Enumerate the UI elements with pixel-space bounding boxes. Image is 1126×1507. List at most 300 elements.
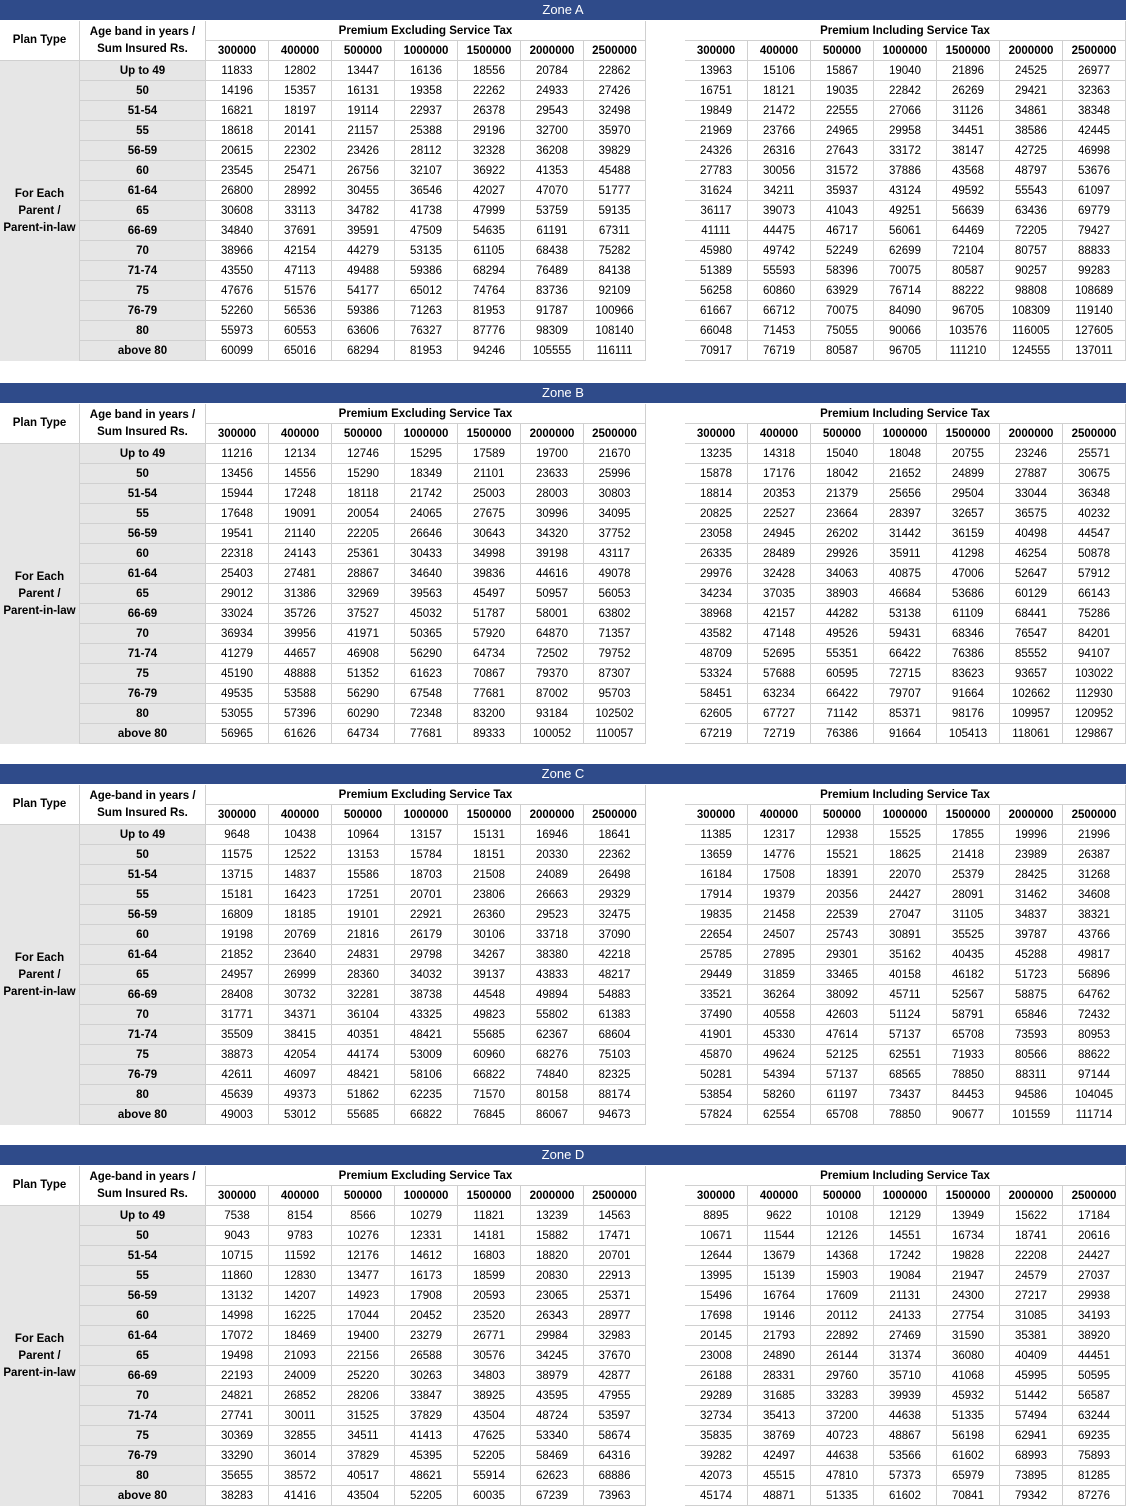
premium-incl-cell: 42603 — [811, 1005, 874, 1025]
sum-insured-header: 500000 — [811, 424, 874, 444]
premium-incl-cell: 66143 — [1063, 584, 1126, 604]
premium-incl-cell: 57688 — [748, 664, 811, 684]
sum-insured-header: 500000 — [811, 805, 874, 825]
premium-incl-cell: 21896 — [937, 61, 1000, 81]
premium-incl-cell: 16764 — [748, 1286, 811, 1306]
premium-incl-cell: 30675 — [1063, 464, 1126, 484]
premium-excl-cell: 26646 — [395, 524, 458, 544]
premium-incl-cell: 60595 — [811, 664, 874, 684]
premium-incl-cell: 50878 — [1063, 544, 1126, 564]
zone-section — [0, 1145, 1126, 1507]
premium-excl-cell: 18641 — [584, 825, 646, 845]
premium-excl-cell: 25388 — [395, 121, 458, 141]
premium-incl-cell: 99283 — [1063, 261, 1126, 281]
sum-insured-header: 1500000 — [458, 805, 521, 825]
premium-incl-cell: 21969 — [685, 121, 748, 141]
premium-excl-cell: 30803 — [584, 484, 646, 504]
zone-title: Zone B — [0, 383, 1126, 403]
premium-excl-cell: 57396 — [269, 704, 332, 724]
premium-incl-cell: 46254 — [1000, 544, 1063, 564]
premium-incl-cell: 90257 — [1000, 261, 1063, 281]
age-band-header-line2: Sum Insured Rs. — [97, 425, 188, 438]
premium-excl-cell: 37670 — [584, 1346, 646, 1366]
premium-excl-cell: 65012 — [395, 281, 458, 301]
premium-incl-cell: 52249 — [811, 241, 874, 261]
premium-incl-cell: 44475 — [748, 221, 811, 241]
premium-excl-cell: 39198 — [521, 544, 584, 564]
premium-excl-cell: 44657 — [269, 644, 332, 664]
premium-excl-cell: 20141 — [269, 121, 332, 141]
premium-excl-cell: 49535 — [206, 684, 269, 704]
premium-incl-cell: 101559 — [1000, 1105, 1063, 1125]
premium-incl-cell: 15525 — [874, 825, 937, 845]
premium-excl-cell: 45190 — [206, 664, 269, 684]
premium-excl-cell: 44174 — [332, 1045, 395, 1065]
premium-excl-cell: 18820 — [521, 1246, 584, 1266]
premium-excl-cell: 60035 — [458, 1486, 521, 1506]
premium-incl-cell: 24899 — [937, 464, 1000, 484]
premium-excl-cell: 35655 — [206, 1466, 269, 1486]
premium-excl-cell: 47113 — [269, 261, 332, 281]
premium-incl-cell: 12938 — [811, 825, 874, 845]
premium-incl-cell: 70841 — [937, 1486, 1000, 1506]
premium-excl-cell: 43833 — [521, 965, 584, 985]
sum-insured-header: 1500000 — [937, 805, 1000, 825]
premium-incl-cell: 51389 — [685, 261, 748, 281]
premium-incl-cell: 53676 — [1063, 161, 1126, 181]
premium-excl-cell: 71357 — [584, 624, 646, 644]
premium-excl-cell: 15290 — [332, 464, 395, 484]
premium-incl-cell: 47614 — [811, 1025, 874, 1045]
sum-insured-header: 1000000 — [874, 424, 937, 444]
premium-excl-cell: 47070 — [521, 181, 584, 201]
premium-incl-cell: 39787 — [1000, 925, 1063, 945]
premium-incl-cell: 80566 — [1000, 1045, 1063, 1065]
premium-excl-cell: 36546 — [395, 181, 458, 201]
premium-excl-cell: 10438 — [269, 825, 332, 845]
premium-incl-cell: 67727 — [748, 704, 811, 724]
premium-incl-cell: 18391 — [811, 865, 874, 885]
premium-excl-cell: 22193 — [206, 1366, 269, 1386]
premium-excl-cell: 28408 — [206, 985, 269, 1005]
premium-excl-cell: 37829 — [332, 1446, 395, 1466]
premium-excl-cell: 32700 — [521, 121, 584, 141]
premium-excl-cell: 17908 — [395, 1286, 458, 1306]
premium-excl-cell: 15181 — [206, 885, 269, 905]
premium-incl-cell: 24427 — [1063, 1246, 1126, 1266]
premium-excl-cell: 33718 — [521, 925, 584, 945]
premium-incl-cell: 112930 — [1063, 684, 1126, 704]
premium-incl-cell: 19849 — [685, 101, 748, 121]
premium-incl-cell: 45330 — [748, 1025, 811, 1045]
premium-incl-cell: 48871 — [748, 1486, 811, 1506]
age-band-cell: 60 — [80, 544, 206, 564]
premium-incl-cell: 48867 — [874, 1426, 937, 1446]
premium-excl-cell: 28977 — [584, 1306, 646, 1326]
premium-incl-cell: 29976 — [685, 564, 748, 584]
sum-insured-header: 2000000 — [1000, 1186, 1063, 1206]
premium-incl-cell: 58260 — [748, 1085, 811, 1105]
premium-excl-cell: 30608 — [206, 201, 269, 221]
premium-excl-cell: 50365 — [395, 624, 458, 644]
premium-excl-cell: 62367 — [521, 1025, 584, 1045]
premium-excl-cell: 30433 — [395, 544, 458, 564]
premium-incl-cell: 58451 — [685, 684, 748, 704]
premium-excl-cell: 66822 — [395, 1105, 458, 1125]
premium-incl-cell: 53854 — [685, 1085, 748, 1105]
premium-incl-cell: 56258 — [685, 281, 748, 301]
premium-incl-cell: 40232 — [1063, 504, 1126, 524]
premium-excl-cell: 22156 — [332, 1346, 395, 1366]
premium-incl-cell: 45980 — [685, 241, 748, 261]
premium-excl-cell: 12176 — [332, 1246, 395, 1266]
premium-incl-cell: 90677 — [937, 1105, 1000, 1125]
premium-incl-cell: 62605 — [685, 704, 748, 724]
premium-incl-cell: 65708 — [937, 1025, 1000, 1045]
sum-insured-header: 1500000 — [458, 1186, 521, 1206]
sum-insured-header: 400000 — [748, 1186, 811, 1206]
premium-excl-cell: 25996 — [584, 464, 646, 484]
excl-tax-header: Premium Excluding Service Tax — [206, 21, 646, 41]
premium-excl-cell: 13239 — [521, 1206, 584, 1226]
premium-incl-cell: 19835 — [685, 905, 748, 925]
premium-excl-cell: 56053 — [584, 584, 646, 604]
premium-excl-cell: 25361 — [332, 544, 395, 564]
premium-incl-cell: 31085 — [1000, 1306, 1063, 1326]
premium-excl-cell: 19101 — [332, 905, 395, 925]
premium-excl-cell: 67239 — [521, 1486, 584, 1506]
premium-incl-cell: 35710 — [874, 1366, 937, 1386]
premium-incl-cell: 22842 — [874, 81, 937, 101]
premium-incl-cell: 98176 — [937, 704, 1000, 724]
premium-excl-cell: 13456 — [206, 464, 269, 484]
premium-incl-cell: 85552 — [1000, 644, 1063, 664]
premium-incl-cell: 57494 — [1000, 1406, 1063, 1426]
premium-excl-cell: 18185 — [269, 905, 332, 925]
premium-incl-cell: 88833 — [1063, 241, 1126, 261]
premium-excl-cell: 46097 — [269, 1065, 332, 1085]
age-band-header — [80, 404, 206, 444]
age-band-cell: above 80 — [80, 341, 206, 361]
premium-incl-cell: 37200 — [811, 1406, 874, 1426]
premium-incl-cell: 76547 — [1000, 624, 1063, 644]
premium-incl-cell: 73593 — [1000, 1025, 1063, 1045]
premium-incl-cell: 61602 — [937, 1446, 1000, 1466]
premium-excl-cell: 42054 — [269, 1045, 332, 1065]
premium-excl-cell: 54635 — [458, 221, 521, 241]
premium-excl-cell: 17072 — [206, 1326, 269, 1346]
premium-incl-cell: 22539 — [811, 905, 874, 925]
zone-section — [0, 0, 1126, 362]
premium-excl-cell: 21508 — [458, 865, 521, 885]
plan-type-header: Plan Type — [0, 404, 80, 444]
premium-incl-cell: 12317 — [748, 825, 811, 845]
premium-incl-cell: 68993 — [1000, 1446, 1063, 1466]
premium-incl-cell: 63929 — [811, 281, 874, 301]
premium-incl-cell: 51335 — [811, 1486, 874, 1506]
premium-excl-cell: 55802 — [521, 1005, 584, 1025]
premium-incl-cell: 22527 — [748, 504, 811, 524]
premium-excl-cell: 73963 — [584, 1486, 646, 1506]
premium-incl-cell: 40875 — [874, 564, 937, 584]
age-band-cell: 56-59 — [80, 1286, 206, 1306]
age-band-cell: 55 — [80, 885, 206, 905]
premium-excl-cell: 10964 — [332, 825, 395, 845]
premium-excl-cell: 58674 — [584, 1426, 646, 1446]
premium-excl-cell: 30369 — [206, 1426, 269, 1446]
premium-excl-cell: 52205 — [395, 1486, 458, 1506]
premium-excl-cell: 47955 — [584, 1386, 646, 1406]
plan-type-header: Plan Type — [0, 21, 80, 61]
premium-incl-cell: 19379 — [748, 885, 811, 905]
premium-excl-cell: 53588 — [269, 684, 332, 704]
premium-incl-cell: 58396 — [811, 261, 874, 281]
premium-incl-cell: 49251 — [874, 201, 937, 221]
premium-incl-cell: 32363 — [1063, 81, 1126, 101]
premium-excl-cell: 16423 — [269, 885, 332, 905]
premium-excl-cell: 36104 — [332, 1005, 395, 1025]
premium-incl-cell: 28331 — [748, 1366, 811, 1386]
premium-incl-cell: 24965 — [811, 121, 874, 141]
premium-excl-cell: 56536 — [269, 301, 332, 321]
premium-excl-cell: 31525 — [332, 1406, 395, 1426]
premium-excl-cell: 11833 — [206, 61, 269, 81]
age-band-cell: 60 — [80, 925, 206, 945]
premium-incl-cell: 49817 — [1063, 945, 1126, 965]
premium-excl-cell: 22262 — [458, 81, 521, 101]
premium-excl-cell: 83200 — [458, 704, 521, 724]
premium-excl-cell: 11592 — [269, 1246, 332, 1266]
premium-incl-cell: 47006 — [937, 564, 1000, 584]
premium-incl-cell: 127605 — [1063, 321, 1126, 341]
premium-excl-cell: 42154 — [269, 241, 332, 261]
premium-incl-cell: 93657 — [1000, 664, 1063, 684]
age-band-cell: 51-54 — [80, 484, 206, 504]
sum-insured-header: 300000 — [685, 805, 748, 825]
premium-incl-cell: 26316 — [748, 141, 811, 161]
premium-incl-cell: 56061 — [874, 221, 937, 241]
premium-incl-cell: 52567 — [937, 985, 1000, 1005]
premium-incl-cell: 94586 — [1000, 1085, 1063, 1105]
plan-type-cell: For Each Parent / Parent-in-law — [0, 444, 80, 744]
premium-excl-cell: 14612 — [395, 1246, 458, 1266]
premium-excl-cell: 27675 — [458, 504, 521, 524]
premium-excl-cell: 33024 — [206, 604, 269, 624]
premium-incl-cell: 35413 — [748, 1406, 811, 1426]
premium-incl-cell: 36575 — [1000, 504, 1063, 524]
premium-excl-cell: 20701 — [395, 885, 458, 905]
premium-excl-cell: 27741 — [206, 1406, 269, 1426]
premium-excl-cell: 53340 — [521, 1426, 584, 1446]
premium-incl-cell: 34193 — [1063, 1306, 1126, 1326]
premium-excl-cell: 62623 — [521, 1466, 584, 1486]
premium-excl-cell: 19198 — [206, 925, 269, 945]
premium-incl-cell: 26144 — [811, 1346, 874, 1366]
premium-excl-cell: 16225 — [269, 1306, 332, 1326]
premium-excl-cell: 28206 — [332, 1386, 395, 1406]
premium-excl-cell: 23806 — [458, 885, 521, 905]
premium-excl-cell: 16173 — [395, 1266, 458, 1286]
premium-excl-cell: 61623 — [395, 664, 458, 684]
premium-incl-cell: 44638 — [811, 1446, 874, 1466]
sum-insured-header: 1000000 — [874, 805, 937, 825]
sum-insured-header: 400000 — [269, 424, 332, 444]
premium-excl-cell: 20330 — [521, 845, 584, 865]
premium-excl-cell: 15784 — [395, 845, 458, 865]
premium-excl-cell: 89333 — [458, 724, 521, 744]
premium-excl-cell: 24933 — [521, 81, 584, 101]
premium-incl-cell: 87276 — [1063, 1486, 1126, 1506]
premium-incl-cell: 62551 — [874, 1045, 937, 1065]
premium-excl-cell: 22302 — [269, 141, 332, 161]
premium-incl-cell: 42497 — [748, 1446, 811, 1466]
premium-excl-cell: 45032 — [395, 604, 458, 624]
premium-excl-cell: 26179 — [395, 925, 458, 945]
premium-incl-cell: 103022 — [1063, 664, 1126, 684]
premium-incl-cell: 17176 — [748, 464, 811, 484]
premium-incl-cell: 11544 — [748, 1226, 811, 1246]
premium-incl-cell: 65979 — [937, 1466, 1000, 1486]
premium-excl-cell: 28003 — [521, 484, 584, 504]
premium-incl-cell: 56639 — [937, 201, 1000, 221]
premium-incl-cell: 46182 — [937, 965, 1000, 985]
premium-incl-cell: 13659 — [685, 845, 748, 865]
premium-incl-cell: 66422 — [811, 684, 874, 704]
premium-excl-cell: 54177 — [332, 281, 395, 301]
premium-excl-cell: 44548 — [458, 985, 521, 1005]
premium-excl-cell: 15586 — [332, 865, 395, 885]
premium-incl-cell: 124555 — [1000, 341, 1063, 361]
premium-incl-cell: 57824 — [685, 1105, 748, 1125]
premium-incl-cell: 39073 — [748, 201, 811, 221]
premium-excl-cell: 32328 — [458, 141, 521, 161]
premium-incl-cell: 18121 — [748, 81, 811, 101]
premium-incl-cell: 26387 — [1063, 845, 1126, 865]
premium-incl-cell: 79707 — [874, 684, 937, 704]
premium-incl-cell: 49592 — [937, 181, 1000, 201]
premium-incl-cell: 27643 — [811, 141, 874, 161]
premium-excl-cell: 29543 — [521, 101, 584, 121]
sum-insured-header: 2000000 — [1000, 805, 1063, 825]
premium-incl-cell: 38769 — [748, 1426, 811, 1446]
premium-excl-cell: 66822 — [458, 1065, 521, 1085]
premium-excl-cell: 87002 — [521, 684, 584, 704]
age-band-cell: above 80 — [80, 1486, 206, 1506]
premium-excl-cell: 37752 — [584, 524, 646, 544]
plan-type-header: Plan Type — [0, 785, 80, 825]
premium-incl-cell: 29760 — [811, 1366, 874, 1386]
sum-insured-header: 500000 — [332, 805, 395, 825]
sum-insured-header: 2000000 — [1000, 424, 1063, 444]
premium-excl-cell: 33290 — [206, 1446, 269, 1466]
premium-excl-cell: 53597 — [584, 1406, 646, 1426]
premium-incl-cell: 104045 — [1063, 1085, 1126, 1105]
premium-incl-cell: 40558 — [748, 1005, 811, 1025]
premium-excl-cell: 32983 — [584, 1326, 646, 1346]
premium-incl-cell: 29289 — [685, 1386, 748, 1406]
premium-excl-cell: 20452 — [395, 1306, 458, 1326]
premium-incl-cell: 88222 — [937, 281, 1000, 301]
premium-excl-cell: 48421 — [395, 1025, 458, 1045]
premium-excl-cell: 86067 — [521, 1105, 584, 1125]
premium-incl-cell: 11385 — [685, 825, 748, 845]
premium-incl-cell: 94107 — [1063, 644, 1126, 664]
age-band-cell: 80 — [80, 321, 206, 341]
premium-excl-cell: 70867 — [458, 664, 521, 684]
premium-excl-cell: 40351 — [332, 1025, 395, 1045]
premium-excl-cell: 42877 — [584, 1366, 646, 1386]
premium-excl-cell: 53009 — [395, 1045, 458, 1065]
premium-excl-cell: 20830 — [521, 1266, 584, 1286]
premium-incl-cell: 70075 — [874, 261, 937, 281]
premium-incl-cell: 17508 — [748, 865, 811, 885]
premium-excl-cell: 8566 — [332, 1206, 395, 1226]
sum-insured-header: 300000 — [206, 424, 269, 444]
premium-incl-cell: 56896 — [1063, 965, 1126, 985]
premium-excl-cell: 64734 — [332, 724, 395, 744]
age-band-cell: 61-64 — [80, 1326, 206, 1346]
premium-excl-cell: 38966 — [206, 241, 269, 261]
sum-insured-header: 1000000 — [395, 805, 458, 825]
premium-incl-cell: 41298 — [937, 544, 1000, 564]
premium-incl-cell: 63436 — [1000, 201, 1063, 221]
premium-excl-cell: 34782 — [332, 201, 395, 221]
premium-incl-cell: 45174 — [685, 1486, 748, 1506]
premium-excl-cell: 63802 — [584, 604, 646, 624]
age-band-cell: 80 — [80, 1466, 206, 1486]
premium-excl-cell: 76489 — [521, 261, 584, 281]
premium-excl-cell: 44279 — [332, 241, 395, 261]
premium-incl-cell: 70075 — [811, 301, 874, 321]
premium-excl-cell: 25003 — [458, 484, 521, 504]
premium-incl-cell: 18814 — [685, 484, 748, 504]
premium-incl-cell: 17698 — [685, 1306, 748, 1326]
premium-excl-cell: 64316 — [584, 1446, 646, 1466]
premium-excl-cell: 100052 — [521, 724, 584, 744]
premium-excl-cell: 68294 — [458, 261, 521, 281]
premium-excl-cell: 26852 — [269, 1386, 332, 1406]
premium-excl-cell: 29196 — [458, 121, 521, 141]
premium-excl-cell: 35726 — [269, 604, 332, 624]
premium-incl-cell: 23246 — [1000, 444, 1063, 464]
premium-incl-cell: 36159 — [937, 524, 1000, 544]
premium-incl-cell: 28489 — [748, 544, 811, 564]
premium-incl-cell: 19084 — [874, 1266, 937, 1286]
premium-incl-cell: 39939 — [874, 1386, 937, 1406]
premium-excl-cell: 26378 — [458, 101, 521, 121]
premium-incl-cell: 23664 — [811, 504, 874, 524]
premium-excl-cell: 49373 — [269, 1085, 332, 1105]
premium-incl-cell: 46684 — [874, 584, 937, 604]
premium-incl-cell: 62941 — [1000, 1426, 1063, 1446]
premium-excl-cell: 51777 — [584, 181, 646, 201]
premium-incl-cell: 30891 — [874, 925, 937, 945]
premium-excl-cell: 41413 — [395, 1426, 458, 1446]
premium-incl-cell: 19040 — [874, 61, 937, 81]
premium-excl-cell: 34245 — [521, 1346, 584, 1366]
premium-incl-cell: 43124 — [874, 181, 937, 201]
premium-excl-cell: 41279 — [206, 644, 269, 664]
premium-excl-cell: 42611 — [206, 1065, 269, 1085]
premium-excl-cell: 16131 — [332, 81, 395, 101]
premium-excl-cell: 53135 — [395, 241, 458, 261]
age-band-header-line1: Age-band in years / — [89, 789, 196, 802]
premium-incl-cell: 40723 — [811, 1426, 874, 1446]
premium-excl-cell: 59386 — [332, 301, 395, 321]
premium-excl-cell: 53759 — [521, 201, 584, 221]
premium-excl-cell: 22937 — [395, 101, 458, 121]
premium-excl-cell: 13132 — [206, 1286, 269, 1306]
